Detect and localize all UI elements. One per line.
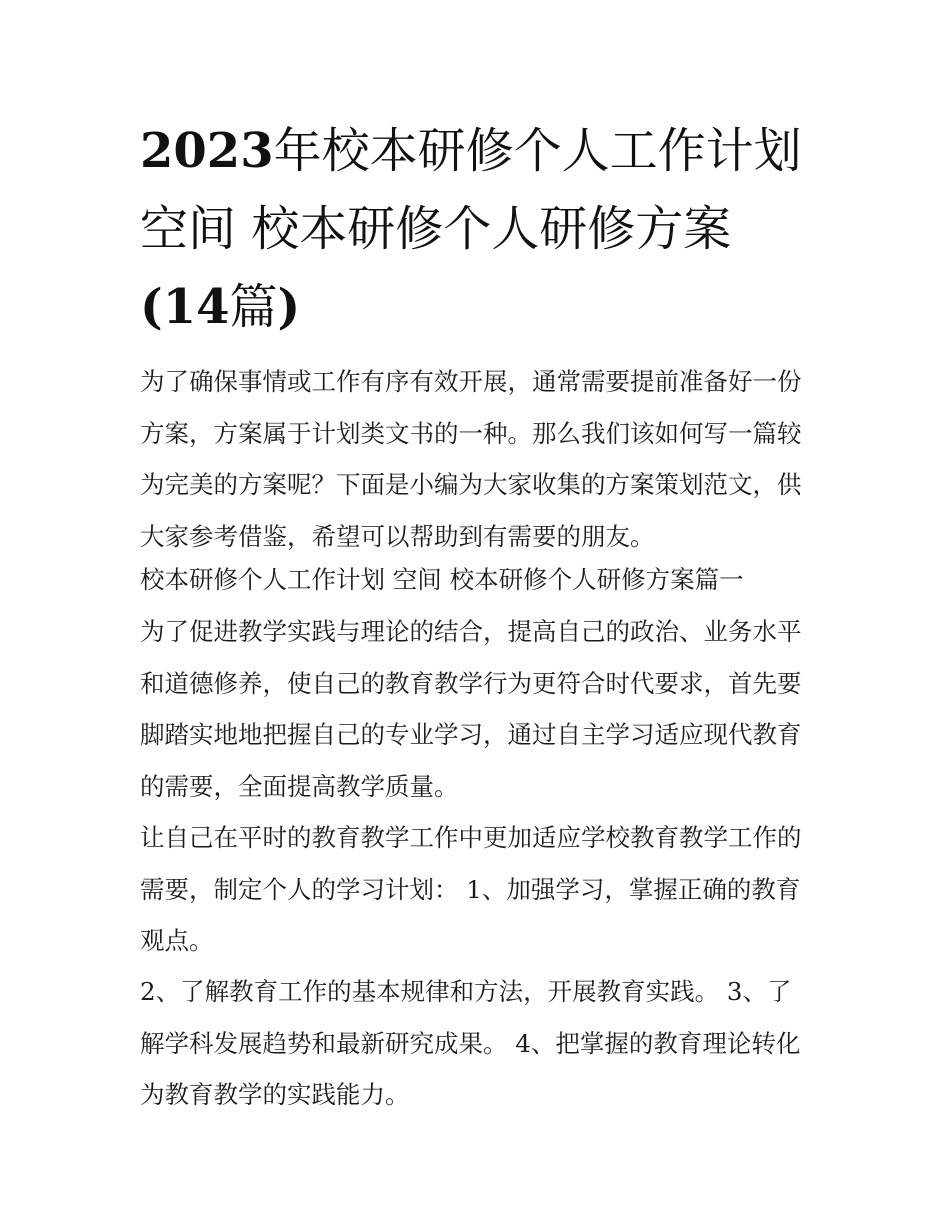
intro-paragraph xyxy=(140,356,820,562)
paragraph-3-line: 让自己在平时的教育教学工作中更加适应学校教育教学工作的 xyxy=(140,823,802,852)
intro-line: 为完美的方案呢？下面是小编为大家收集的方案策划范文，供 xyxy=(140,470,802,499)
paragraph-3-line: 需要，制定个人的学习计划： 1、加强学习，掌握正确的教育 xyxy=(140,874,801,904)
document-title xyxy=(140,112,820,346)
paragraph-2 xyxy=(140,606,820,812)
paragraph-4 xyxy=(140,966,820,1121)
title-year: 2023 xyxy=(140,123,274,179)
intro-line: 大家参考借鉴，希望可以帮助到有需要的朋友。 xyxy=(140,521,655,551)
section-heading-text: 校本研修个人工作计划 空间 校本研修个人研修方案篇一 xyxy=(140,565,744,594)
title-line-3 xyxy=(140,268,820,346)
intro-line: 为了确保事情或工作有序有效开展，通常需要提前准备好一份 xyxy=(140,367,802,396)
paragraph-3-line: 观点。 xyxy=(140,926,214,955)
title-count-unit: 篇 xyxy=(229,279,278,335)
paragraph-4-line: 为教育教学的实践能力。 xyxy=(140,1080,410,1109)
paragraph-4-line: 解学科发展趋势和最新研究成果。 4、把掌握的教育理论转化 xyxy=(140,1028,801,1058)
paragraph-3 xyxy=(140,812,820,967)
paragraph-2-line: 为了促进教学实践与理论的结合，提高自己的政治、业务水平 xyxy=(140,617,802,646)
paragraph-4-line: 2、了解教育工作的基本规律和方法，开展教育实践。 3、了 xyxy=(140,977,792,1006)
title-count-close: ) xyxy=(277,279,301,335)
section-heading xyxy=(140,562,820,598)
title-count-open: (14 xyxy=(140,279,230,335)
paragraph-2-line: 的需要，全面提高教学质量。 xyxy=(140,771,459,801)
title-line-2: 空间 校本研修个人研修方案 xyxy=(140,201,732,257)
intro-line: 方案，方案属于计划类文书的一种。那么我们该如何写一篇较 xyxy=(140,418,802,448)
paragraph-2-line: 和道德修养，使自己的教育教学行为更符合时代要求，首先要 xyxy=(140,668,802,698)
paragraph-2-line: 脚踏实地地把握自己的专业学习，通过自主学习适应现代教育 xyxy=(140,720,802,749)
title-line-1-text: 年校本研修个人工作计划 xyxy=(273,123,802,179)
title-line-1 xyxy=(140,112,820,190)
